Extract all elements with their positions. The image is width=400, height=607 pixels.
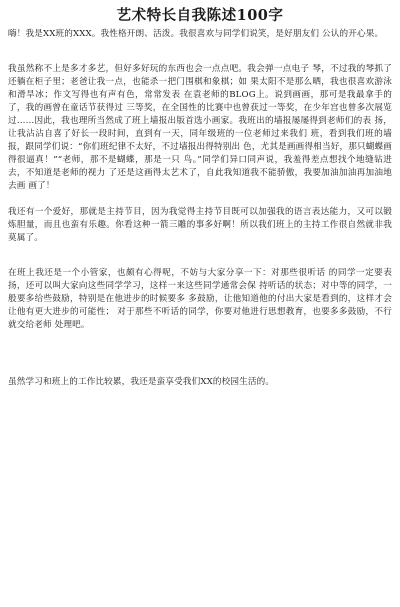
paragraph-hosting: 我还有一个爱好，那就是主持节目，因为我觉得主持节目既可以加强我的语言表达能力，又可以锻炼胆量，而且也蛮有乐趣。你看这种一箭三雕的事多好啊！所以我们班上的主持工作很自然就非我莫属了。 xyxy=(8,207,392,243)
paragraph-intro: 嗨！我是XX班的XXX。我性格开朗、活泼。我很喜欢与同学们说笑，是好朋友们 公认的开心果。 xyxy=(8,29,384,39)
document-title: 艺术特长自我陈述100字 xyxy=(116,7,284,24)
paragraph-talents: 我虽然称不上是多才多艺，但好多好玩的东西也会一点点吧。我会弹一点电子 琴，不过我的琴抓了还躺在柜子里；老爸让我一点，也能杀一把门围棋和象棋；如 果太阳不是那么晒，我也很喜欢游泳和滑旱冰；作文写得也有声有色，常常发表 在袁老师的BLOG上。说到画画，那可是我最拿手的了，我的画曾在童话节获得过 三等奖，在全国性的比赛中也曾获过一等奖，在少年宫也曾多次展览过……因此，我也理所当然成了班上墙报出版首选小画家。我班出的墙报屡屡得到老师们的表 扬，让我沾沾自喜了好长一段时间，直到有一天，同年级班的一位老师过来我们 班，看到我们班的墙报，跟同学们说：“你们班纪律不太好，不过墙报出得特别出 色，尤其是画画得相当好，那只蝴蝶画得很逼真！”“老师，那不是蝴蝶，那是一只 鸟。”同学们异口同声说，我羞得差点想找个地缝钻进去，不知道是老师的视力 了还是这画得太艺术了，自此我知道我不能骄傲，我要加油加油再加油地去画 画了！ xyxy=(8,64,392,191)
paragraph-class-manager: 在班上我还是一个小管家，也颇有心得呢，不妨与大家分享一下：对那些很听话 的同学一定要表扬，还可以叫大家向这些同学学习，这样一来这些同学通常会保 持听话的状态；对中等的同学，一般要多给些鼓励，特别是在他进步的时候要多 多鼓励，让他知道他的付出大家是看到的，这样才会让他有更大进步的可能性； 对于那些不听话的同学，你要对他进行思想教育，也要多多鼓励，不行就交给老师 处理吧。 xyxy=(8,268,392,330)
paragraph-conclusion: 虽然学习和班上的工作比较累，我还是蛮享受我们XX的校园生活的。 xyxy=(8,377,275,387)
